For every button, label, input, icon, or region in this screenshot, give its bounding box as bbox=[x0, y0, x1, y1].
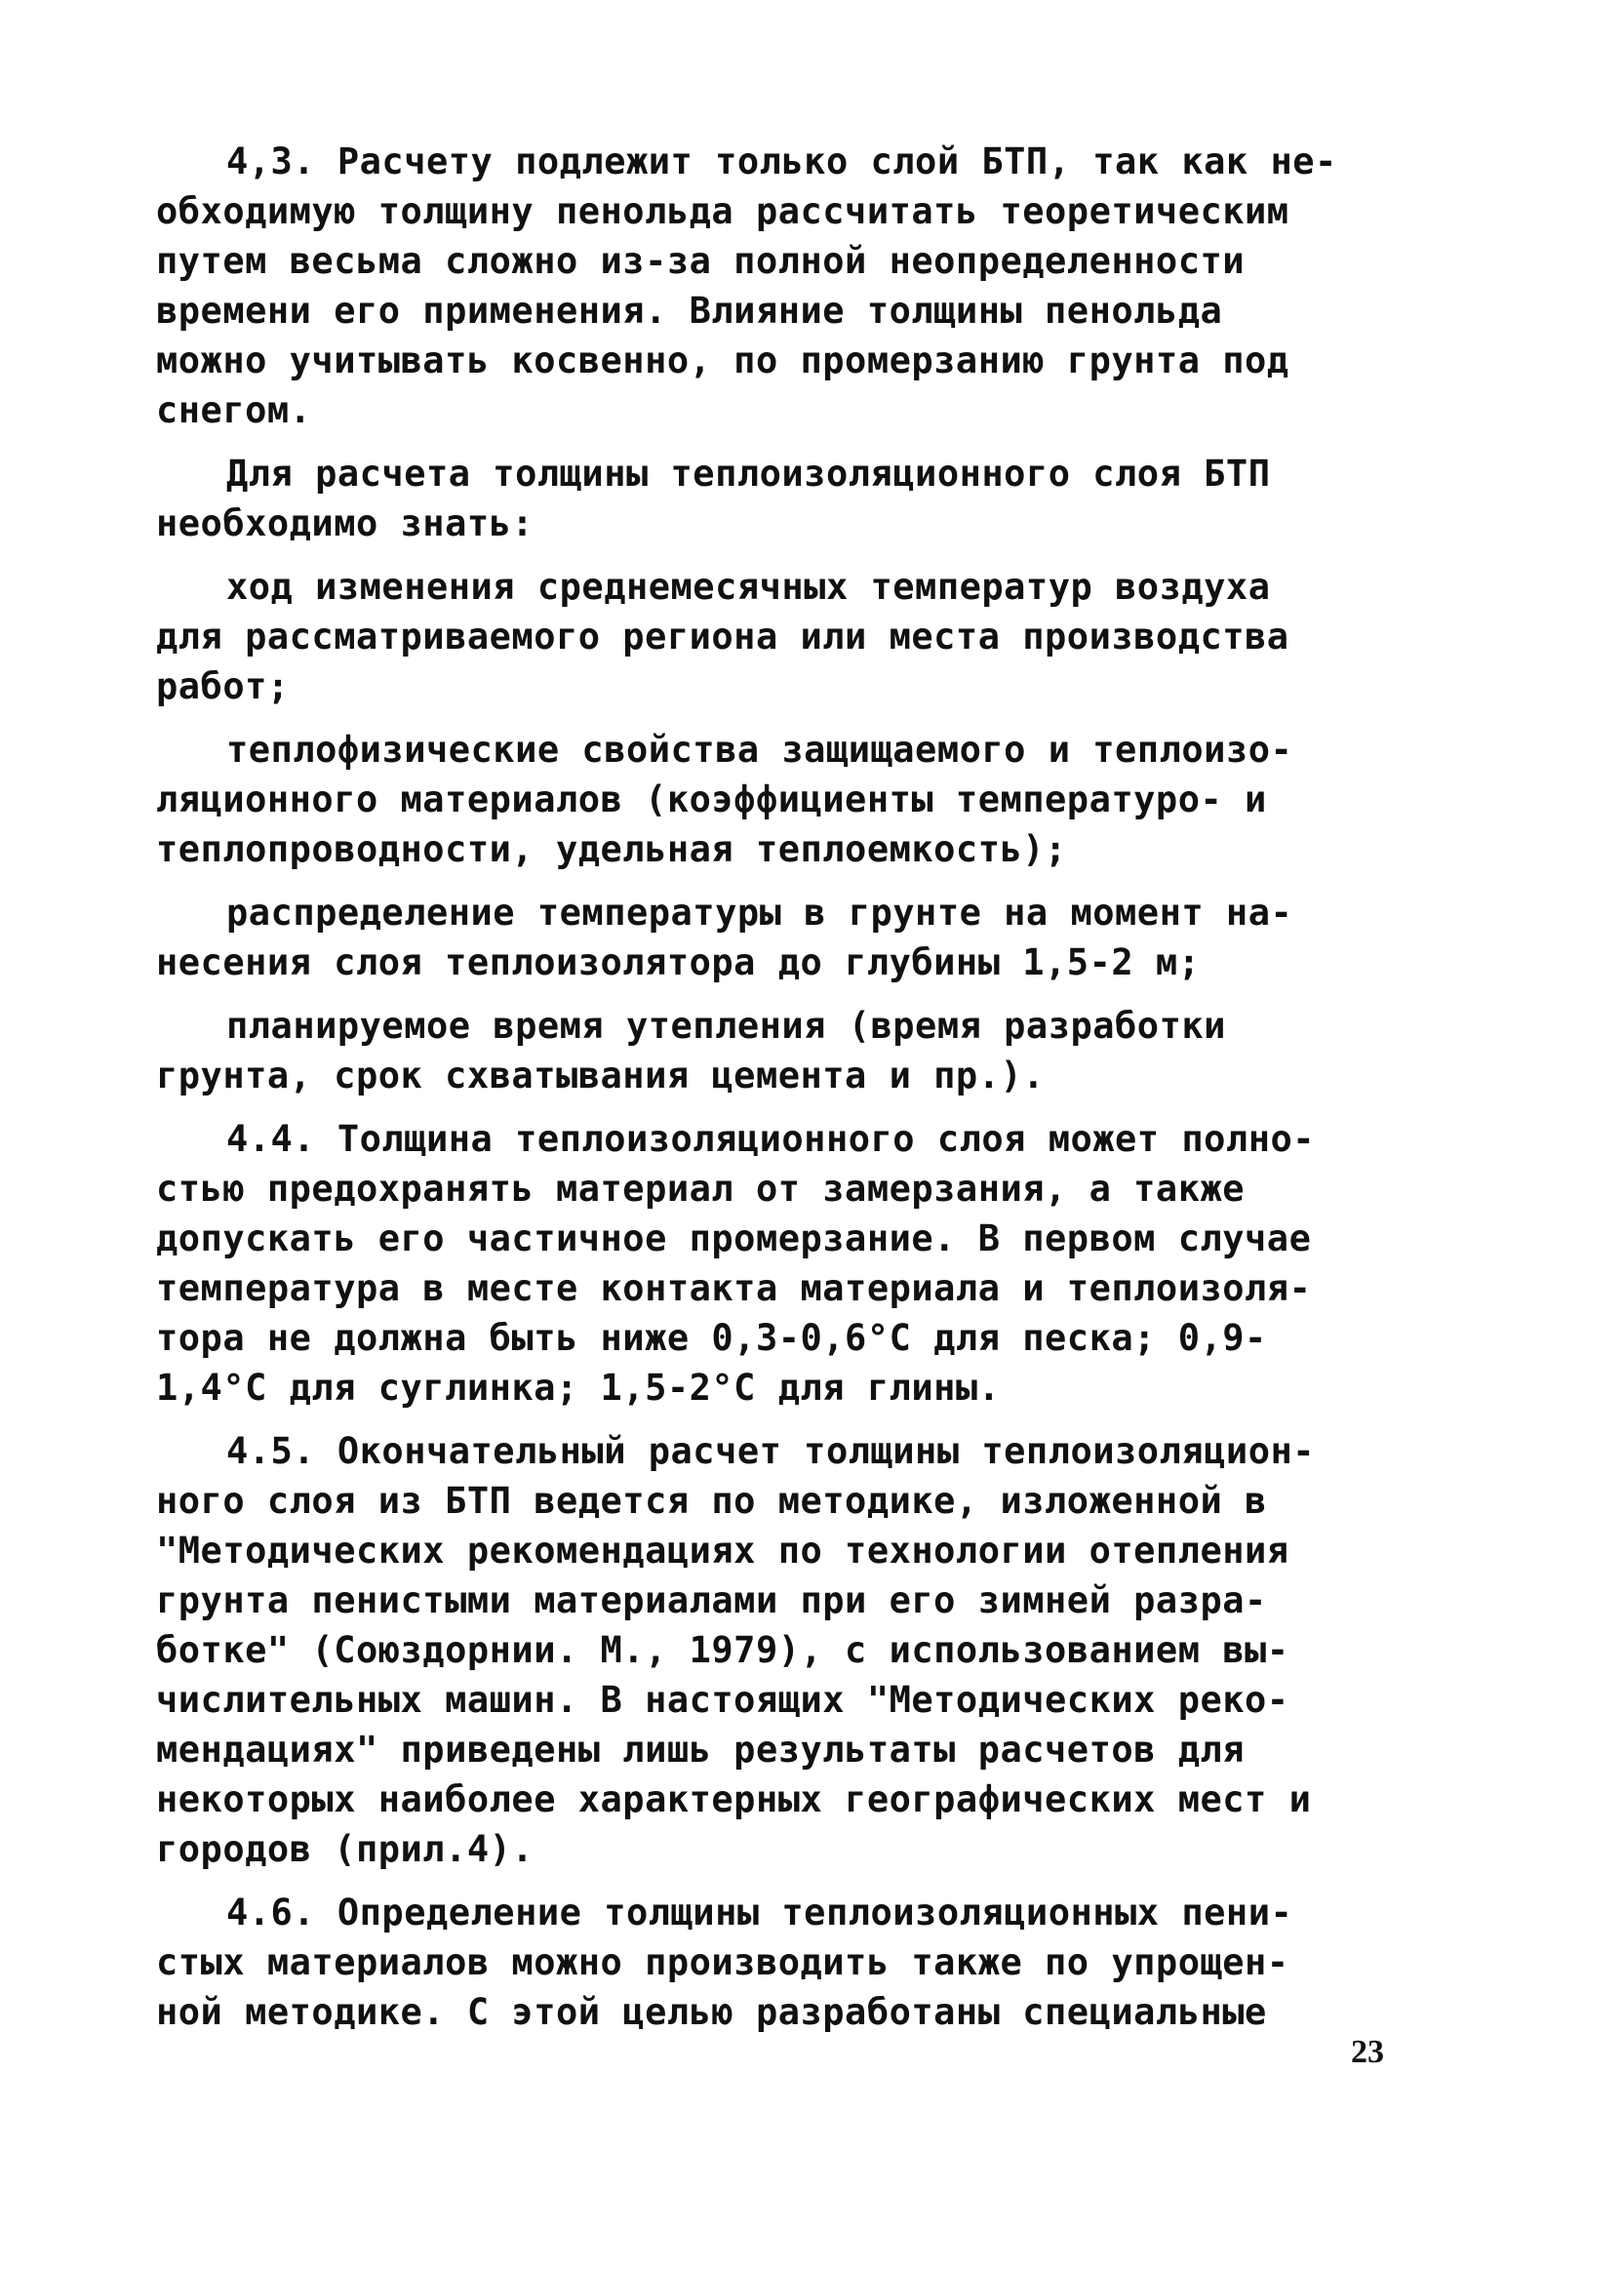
text-line: некоторых наиболее характерных географических мест и bbox=[156, 1778, 1312, 1820]
text-line: времени его применения. Влияние толщины пенольда bbox=[156, 290, 1223, 332]
text-line: работ; bbox=[156, 665, 290, 707]
text-line: мендациях" приведены лишь результаты расчетов для bbox=[156, 1729, 1246, 1771]
text-line: 4,3. Расчету подлежит только слой БТП, так как не- bbox=[226, 140, 1337, 182]
text-line: обходимую толщину пенольда рассчитать теоретическим bbox=[156, 190, 1289, 232]
text-line: ботке" (Союздорнии. М., 1979), с использованием вы- bbox=[156, 1629, 1289, 1671]
text-line: "Методических рекомендациях по технологии отепления bbox=[156, 1530, 1289, 1572]
text-line: тора не должна быть ниже 0,3-0,6°С для песка; 0,9- bbox=[156, 1317, 1267, 1359]
text-line: необходимо знать: bbox=[156, 502, 535, 544]
text-line: 4.5. Окончательный расчет толщины теплоизоляцион- bbox=[226, 1430, 1316, 1472]
text-line: путем весьма сложно из-за полной неопределенности bbox=[156, 240, 1246, 282]
text-line: стью предохранять материал от замерзания, а также bbox=[156, 1168, 1246, 1210]
page-number: 23 bbox=[1351, 2034, 1384, 2070]
text-line: числительных машин. В настоящих "Методических реко- bbox=[156, 1679, 1289, 1721]
text-line: ной методике. С этой целью разработаны специальные bbox=[156, 1991, 1267, 2033]
text-line: для рассматриваемого региона или места производства bbox=[156, 616, 1289, 658]
text-line: Для расчета толщины теплоизоляционного слоя БТП bbox=[226, 453, 1271, 495]
text-line: ного слоя из БТП ведется по методике, изложенной в bbox=[156, 1480, 1267, 1522]
text-line: 4.4. Толщина теплоизоляционного слоя может полно- bbox=[226, 1118, 1316, 1160]
text-line: планируемое время утепления (время разработки bbox=[226, 1005, 1226, 1047]
text-line: распределение температуры в грунте на момент на- bbox=[226, 892, 1293, 934]
text-line: несения слоя теплоизолятора до глубины 1,5-2 м; bbox=[156, 941, 1201, 983]
text-line: можно учитывать косвенно, по промерзанию грунта под bbox=[156, 339, 1289, 381]
text-line: 1,4°С для суглинка; 1,5-2°С для глины. bbox=[156, 1367, 1001, 1409]
text-line: 4.6. Определение толщины теплоизоляционных пени- bbox=[226, 1892, 1293, 1933]
text-line: снегом. bbox=[156, 389, 312, 431]
text-line: ляционного материалов (коэффициенты температуро- и bbox=[156, 778, 1267, 820]
text-line: ход изменения среднемесячных температур воздуха bbox=[226, 566, 1271, 608]
text-line: теплопроводности, удельная теплоемкость); bbox=[156, 828, 1067, 870]
body-text bbox=[156, 137, 1414, 2037]
text-line: температура в месте контакта материала и теплоизоля- bbox=[156, 1267, 1312, 1309]
text-line: допускать его частичное промерзание. В первом случае bbox=[156, 1217, 1312, 1259]
text-line: грунта пенистыми материалами при его зимней разра- bbox=[156, 1579, 1267, 1621]
text-line: грунта, срок схватывания цемента и пр.). bbox=[156, 1055, 1046, 1096]
text-line: стых материалов можно производить также по упрощен- bbox=[156, 1941, 1289, 1983]
text-line: городов (прил.4). bbox=[156, 1828, 535, 1870]
text-line: теплофизические свойства защищаемого и теплоизо- bbox=[226, 729, 1293, 771]
